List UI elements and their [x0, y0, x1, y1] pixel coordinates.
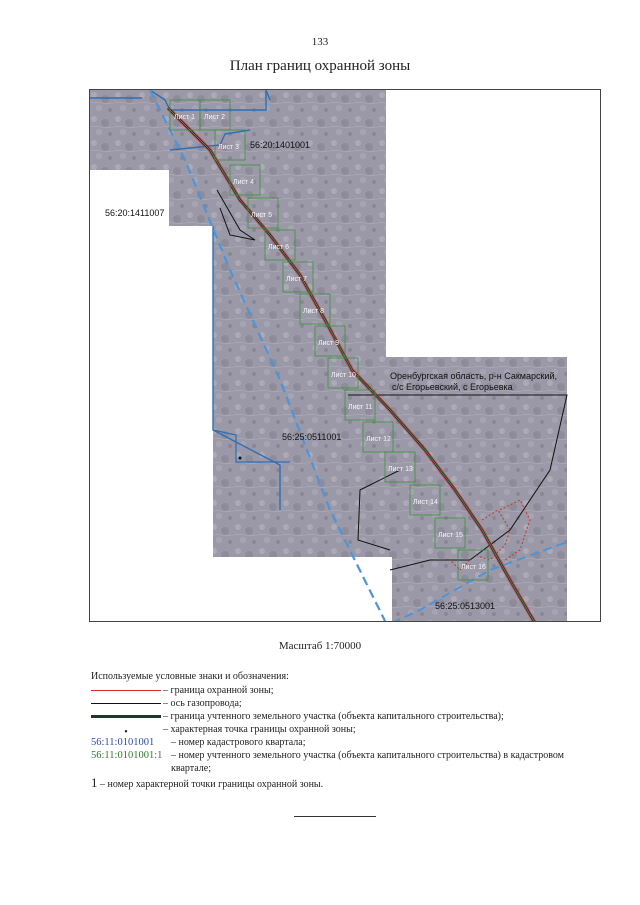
legend-desc: – номер учтенного земельного участка (объекта капитального строительства) в кадастровом квартале;: [171, 750, 565, 774]
legend-desc: – номер характерной точки границы охранной зоны.: [100, 779, 324, 790]
map-canvas: [90, 90, 601, 622]
quarter-label: 56:20:1411007: [105, 208, 165, 218]
map-scale: Масштаб 1:70000: [278, 640, 362, 652]
sheet-label: Лист 10: [331, 372, 356, 379]
legend-heading: Используемые условные знаки и обозначения:: [91, 671, 289, 682]
page-title: План границ охранной зоны: [229, 58, 411, 74]
legend: [91, 670, 611, 789]
legend-desc: – характерная точка границы охранной зоны;: [163, 724, 356, 735]
sheet-label: Лист 2: [204, 114, 226, 121]
sheet-label: Лист 13: [388, 466, 413, 473]
parcel-border-symbol: [91, 715, 161, 718]
sheet-label: Лист 1: [174, 114, 196, 121]
legend-desc: – граница охранной зоны;: [163, 685, 274, 696]
quarter-label: 56:25:0511001: [282, 432, 342, 442]
point-number-symbol: 1: [91, 775, 98, 790]
quarter-label: 56:20:1401001: [250, 140, 311, 150]
sheet-label: Лист 14: [413, 499, 438, 506]
quarter-code: 56:11:0101001: [91, 737, 155, 748]
parcel-code: 56:11:0101001:1: [91, 750, 163, 761]
legend-item-protection-zone: [91, 684, 611, 697]
quarter-label: 56:25:0513001: [435, 601, 496, 611]
sheet-label: Лист 4: [233, 179, 255, 186]
boundary-point-symbol: •: [124, 727, 128, 738]
legend-desc: – граница учтенного земельного участка (объекта капитального строительства);: [163, 711, 504, 722]
sheet-label: Лист 8: [303, 308, 325, 315]
sheet-label: Лист 7: [286, 276, 308, 283]
pipeline-axis-symbol: [91, 703, 161, 704]
protection-zone-symbol: [91, 690, 161, 691]
sheet-label: Лист 12: [366, 436, 391, 443]
sheet-label: Лист 11: [348, 404, 373, 411]
cadastral-map: [89, 89, 601, 622]
location-label: Оренбургская область, р-н Сакмарский,: [390, 371, 557, 381]
sheet-label: Лист 6: [268, 244, 290, 251]
boundary-point: [239, 457, 242, 460]
legend-desc: – ось газопровода;: [163, 698, 242, 709]
sheet-label: Лист 9: [318, 340, 340, 347]
sheet-label: Лист 5: [251, 212, 273, 219]
location-label: с/с Егорьевский, с Егорьевка: [392, 382, 513, 392]
page-number: 133: [311, 36, 329, 48]
legend-item-boundary-point: [91, 723, 611, 736]
sheet-label: Лист 16: [461, 564, 486, 571]
legend-item-point-number: [91, 776, 611, 789]
sheet-label: Лист 15: [438, 532, 463, 539]
signature-line: [294, 816, 376, 817]
sheet-label: Лист 3: [218, 144, 240, 151]
legend-item-pipeline-axis: [91, 697, 611, 710]
legend-desc: – номер кадастрового квартала;: [171, 737, 306, 748]
legend-item-parcel-border: [91, 710, 611, 723]
legend-item-parcel: [91, 749, 611, 773]
legend-item-quarter: [91, 736, 611, 749]
